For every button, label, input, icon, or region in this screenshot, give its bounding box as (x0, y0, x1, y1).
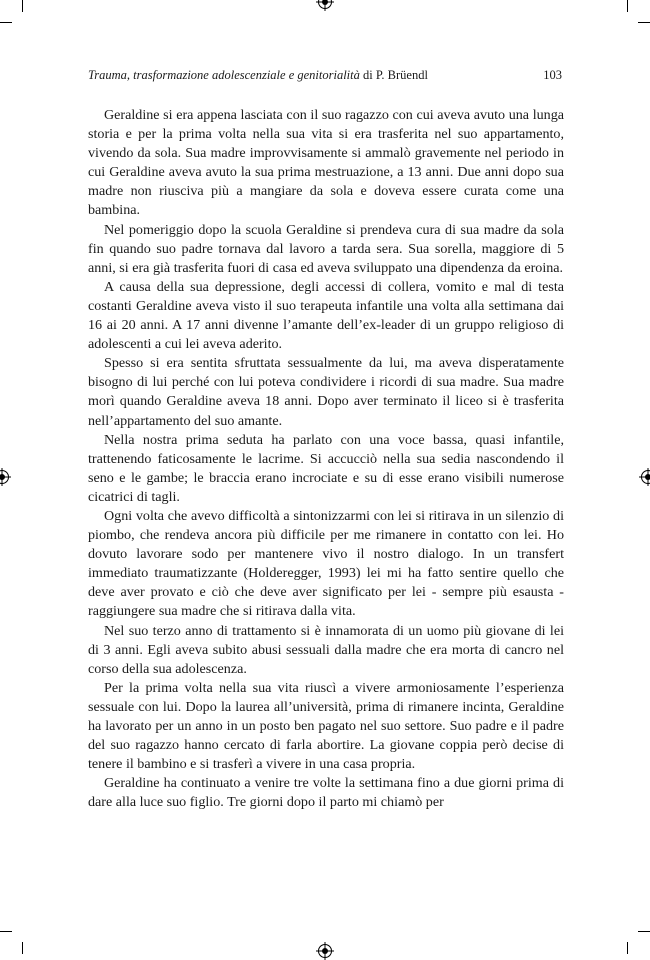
running-header (88, 66, 562, 84)
paragraph: Per la prima volta nella sua vita riuscì a vivere armoniosamente l’esperienza sessuale con lui. Dopo la laurea all’università, prima di rimanere incinta, Geraldine ha lavorato per un anno in un posto ben pagato nel suo settore. Suo padre e il padre del suo ragazzo hanno cercato di farla abortire. La giovane coppia però decise di tenere il bambino e si trasferì a vivere in una casa propria. (88, 679, 564, 773)
registration-mark-icon (641, 470, 650, 484)
crop-mark (0, 22, 12, 23)
registration-mark-icon (0, 470, 9, 484)
crop-mark (22, 0, 23, 12)
crop-mark (22, 942, 23, 954)
header-title: Trauma, trasformazione adolescenziale e genitorialità (88, 68, 360, 82)
registration-mark-icon (318, 944, 332, 958)
page-number: 103 (543, 68, 562, 82)
paragraph: Ogni volta che avevo difficoltà a sintonizzarmi con lei si ritirava in un silenzio di piombo, che rendeva ancora più difficile per me rimanere in contatto con lei. Ho dovuto lavorare sodo per mantenere vivo il nostro dialogo. In un transfert immediato traumatizzante (Holderegger, 1993) lei mi ha fatto sentire quello che deve aver provato e ciò che deve aver significato per lei - sempre più esausta - raggiungere sua madre che si ritirava dalla vita. (88, 507, 564, 620)
paragraph: Nella nostra prima seduta ha parlato con una voce bassa, quasi infantile, trattenendo faticosamente le lacrime. Si accucciò nella sua sedia nascondendo il seno e le gambe; le braccia erano incrociate e su di esse erano visibili numerose cicatrici di tagli. (88, 431, 564, 505)
paragraph: Nel pomeriggio dopo la scuola Geraldine si prendeva cura di sua madre da sola fin quando suo padre tornava dal lavoro a tarda sera. Sua sorella, maggiore di 5 anni, si era già trasferita fuori di casa ed aveva sviluppato una dipendenza da eroina. (88, 221, 564, 276)
body-text (88, 106, 564, 812)
paragraph: Spesso si era sentita sfruttata sessualmente da lui, ma aveva disperatamente bisogno di lui perché con lui poteva condividere i ricordi di sua madre. Sua madre morì quando Geraldine aveva 18 anni. Dopo aver terminato il liceo si è trasferita nell’appartamento del suo amante. (88, 355, 564, 429)
crop-mark (627, 0, 628, 12)
paragraph: Geraldine si era appena lasciata con il suo ragazzo con cui aveva avuto una lunga storia e per la prima volta nella sua vita si era trasferita nel suo appartamento, vivendo da sola. Sua madre improvvisamente si ammalò gravemente nel periodo in cui Geraldine aveva avuto la sua prima mestruazione, a 13 anni. Due anni dopo sua madre non riusciva più a mangiare da sola e doveva essere curata come una bambina. (88, 107, 564, 219)
paragraph: A causa della sua depressione, degli accessi di collera, vomito e mal di testa costanti Geraldine aveva visto il suo terapeuta infantile una volta alla settimana dai 16 ai 20 anni. A 17 anni divenne l’amante dell’ex-leader di un gruppo religioso di adolescenti a cui lei aveva aderito. (88, 278, 564, 353)
paragraph: Geraldine ha continuato a venire tre volte la settimana fino a due giorni prima di dare alla luce suo figlio. Tre giorni dopo il parto mi chiamò per (88, 775, 564, 811)
crop-mark (638, 22, 650, 23)
paragraph: Nel suo terzo anno di trattamento si è innamorata di un uomo più giovane di lei di 3 anni. Egli aveva subito abusi sessuali dalla madre che era morta di cancro nel corso della sua adolescenza. (88, 622, 564, 677)
crop-mark (627, 942, 628, 954)
crop-mark (0, 931, 12, 932)
crop-mark (638, 931, 650, 932)
header-byline: di P. Brüendl (359, 68, 428, 82)
registration-mark-icon (318, 0, 332, 9)
